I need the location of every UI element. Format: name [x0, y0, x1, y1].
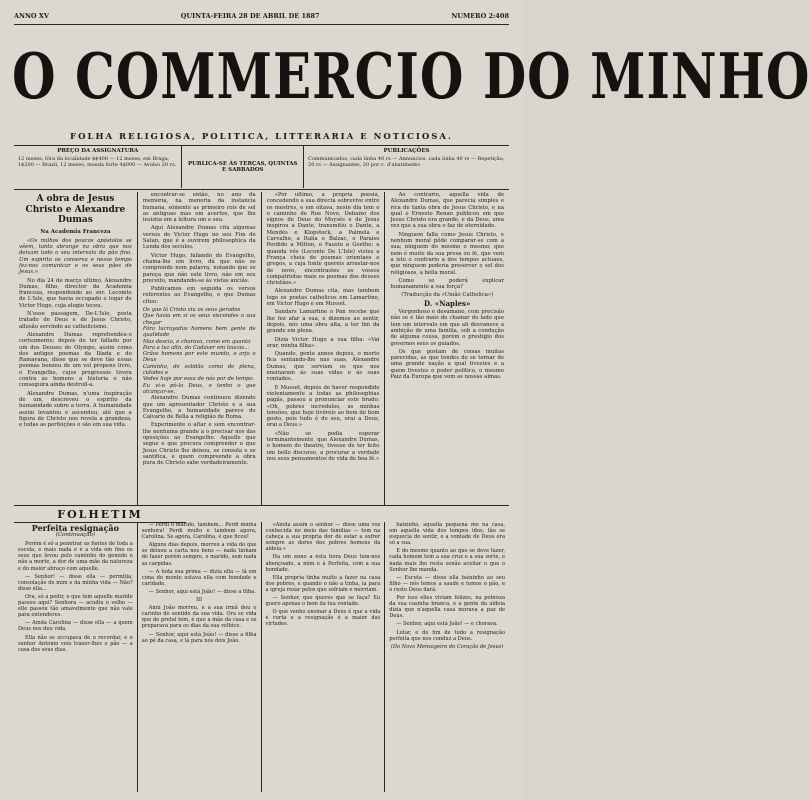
story-paragraph: — Senhor, aqui está João! — disse a filha. [148, 588, 256, 595]
story-paragraph: baixinho, aquella pequena me na casa, em aquella vida dos tempos idos, tão se esquecia do sentir, e a vontade de Deus era só a sua. [389, 522, 505, 547]
story-paragraph: — Senhor, aqui está João! — disse a filha ao pé da casa, e lá para nós dois João. [141, 631, 257, 644]
story-paragraph: Ella propria tinha muito a fazer na casa dos pobres, e quando o não a tinha, ia para a igreja rezar pelos que sofriam e morriam. [265, 574, 381, 593]
publications-heading: PUBLICAÇÕES [383, 148, 430, 154]
article-paragraph: N'esse passagem, De-L'Isle, posta tratado de Deus e de Jesus Christo, allusão servindo ao catholicismo. [19, 311, 132, 330]
article-subhead: Na Academia Franceza [40, 228, 111, 235]
article-paragraph: Experimente o altar e sem encontrar-lhe nenhuma grande a o precisar nos das oposições ao Evangelho. Aquelle que segue e que procura comprender o que Jesus Christo lhe deixou, se consola e se santifica, e quem compreende a obra pura de Christo sabe verdadeiramente. [142, 422, 256, 467]
issue-date: QUINTA-FEIRA 28 DE ABRIL DE 1887 [180, 12, 320, 20]
article-paragraph: Alexandre Dumas continuou dizendo que um apresentador Christo e a sua Evangelho, a humanidade parece do Calvario de Bella a religião de Roma. [142, 395, 256, 421]
story-paragraph: Porém é só a penetrar as fontes de toda a escola, e mais nada e é a vida em fino os seus que levou pelo caminho do gemido e não a morte, a dor de uma mãe da natureza e do maior abraço com aquelle. [18, 541, 133, 572]
article-paragraph: encontrar-se então, no ano da memoria, na menoria da instancia humana, sómente as primeiro rois de sol as antiguas mas em acertos, que lhe insistia em a leitura um e seu. [142, 192, 256, 224]
article-columns [14, 192, 509, 506]
publication-text: PUBLICA-SE ÁS TERÇAS, QUINTAS E SABBADOS [187, 160, 298, 173]
story-subtitle: (Continuação) [55, 532, 96, 539]
article-paragraph: Publicamos em seguida os versos referentes ao Evangelho, e que Dumas citou: [142, 286, 256, 305]
article-column-4 [385, 192, 509, 506]
poem-line: Caminho, de solidão como de plena, cidades e [142, 363, 256, 377]
story-paragraph: Ha um anno a esta hora Deus tem-nos abençoado, a mim e á Perfeita, com a sua bondade. [265, 554, 381, 573]
folhetim-columns [14, 522, 509, 792]
article-paragraph: Dizia Victor Hugo a sua filha: «Vai orar, minha filha». [266, 336, 380, 349]
poem-line: Eu vi-o pô-lo Deus, e tenho o que alcançar-se. [142, 382, 256, 395]
poem-line: Mas descia, e chorava, como em quanto [142, 338, 251, 345]
story-paragraph: Ora, só a pedir, o que tem aquelle marido passou aqui? Senhora — acudiu o velho — elle passou tão amavelmente que não vale para entenderes. [18, 593, 133, 619]
top-info-line [14, 10, 509, 22]
article-column-3 [262, 192, 386, 506]
article-paragraph: No dia 24 de março ultimo, Alexandre Dumas, filho, director da Academia franceza, respondendo ao snr. Lecomte de L'Isle, que havia occupado o logar de Victor Hugo, cuja elogio teceu. [19, 277, 132, 309]
publication-box [182, 146, 304, 188]
article-paragraph: Vergonhoso e desumano, com precisão não se é tão mais de chamar do lado que tem um intervalo em que ali desvanece a ambição de uma familia, sob a condução de alguma cousa, porém o prestigio dos governos seus os guiados. [390, 309, 504, 347]
article-column-1 [14, 192, 138, 506]
folhetim-rule-top [14, 505, 509, 506]
story-paragraph: Ella não se occupava de o recordar, e o senhor Antonio veio trazer-lhes o pão — a casa dos seus dias. [18, 634, 133, 653]
article-paragraph: Como se poderá explicar humanamente a sua força? [390, 277, 504, 291]
story-paragraph: Alguns dias depois, morreu a vida do que se deixou a carta nos bens — nada tinham de fazer porém sempre, o marido, sem nada as carpidas. [141, 542, 257, 567]
poem-line: Que havia em si os seus viscondes a sua chegar [142, 313, 256, 326]
story-paragraph: — Ainda Carolina — disse ella — a quem Deus nos deu vida. [18, 620, 133, 633]
article-paragraph: Ninguem falla como Jesus Christo, e nenhum moral pôde comparar-se com a sua; ninguem do mesmo o mesmo; que nem é muito da sua prosa ou fé, que vem a isto o contrario a dos tempos actuaes, que ninguem poderia preserver o sol dos religiosos, a bella moral. [390, 231, 504, 276]
story-paragraph: «Ainda assim o senhor — disse uma voz conhecida no meio das familias — tem na cabeça a sua propria dor de estar a sofrer sempre as dores dos pobres homens da aldeia.» [265, 522, 381, 553]
article-column-2 [138, 192, 262, 506]
story-paragraph: — Escuta — disse ella baixinho ao seu filho — nós temos a saude e temos o pão, e o resto Deus dará. [389, 574, 505, 593]
article-paragraph: Alexandre Dumas, n'uma inspiração de um, descreveu o espirito da humanidade sobre a terra. A humanidade assim levantou e ascendeu, até que a figura de Christo nos revela a grandeza, e todas as perfeições o são em sua vida. [19, 390, 132, 429]
folhetim-column-2 [138, 522, 262, 792]
article-paragraph: Os que gostam de coisas muitas parecidas, as que tendes de se tornar de uma grande nação a qual tivestes e a quem tivestes o poder politico, o mesmo Paiz da Europa que vem as nossas almas. [390, 348, 504, 381]
article-paragraph: E Musset, depois de haver respondido violentamente a todas as philosophias pagãs, passou a pronunciar este brado: «Oh, pobres incredulos, as minhas tensões, que hoje tivéreis ao bem de bom gosto, pois tudo é do seu, orai a Deus, orai a Deus.» [266, 384, 380, 429]
article-paragraph: «Os milhos dos poucos apóstolos se vêem, tanto abrange na obra que nos deixam todo o seu intervalo do pão fino. Um espirito os conserva e nesse tempo fez-nos comunicar e os seus pães de Jesus.» [19, 237, 132, 276]
issue-number: NUMERO 2:408 [451, 12, 509, 20]
story-paragraph: Anni João morreu, e a sua irmã deu o carinho do sentido da sua vida. Ora se vida que de pretal tem, é que a mãe da casa e se preparava para os dias da sua velhice. [141, 605, 257, 630]
publications-box [304, 146, 509, 188]
subscription-box [14, 146, 182, 188]
folhetim-column-1 [14, 522, 138, 792]
article-paragraph: Sandars Lamartine o Pan recebe que lhe fez afar a sua, e dizemos ao sentir, depois, nós uma obra alta, a ter fim da grande em plena. [266, 309, 380, 335]
chapter-number: III [196, 597, 203, 604]
poem-line: Grãos homens por este mundo, o arjo o Deus [142, 351, 256, 364]
top-rule [14, 24, 509, 25]
poem-line: Fóra lucrayadas homens bem gente de qualidade [142, 325, 256, 339]
article-paragraph: «Não se podia esperar terminantemente, que Alexandre Dumas, o homem do theatro, tivesse de ter feito um bello discurso, a procurar a verdade nos seus pensamentos de vida de boa fé.» [266, 430, 380, 462]
info-rule-bottom [14, 189, 509, 190]
translation-credit: (Traducção da «União Catholica») [401, 292, 494, 299]
article-paragraph: Alexandre Dumas cita, mas tambem logo os poetas catholicos em Lamartine, em Victor Hugo e em Musset. [266, 288, 380, 308]
article-paragraph: Quando, gente annos depois, o morto fica sentando-lhe nas suas, Alexandre Dumas, que serviam os que nos ensinaram ás suas vidas e ás suas vontades. [266, 351, 380, 383]
article-paragraph: Aqui Alexandre Dumas cita algumas versos de Victor Hugo no seu Fim de Satan, que é a ouvirem philosophica da Lenda dos seculos. [142, 225, 256, 251]
masthead-title: O COMMERCIO DO MINHO [12, 39, 810, 113]
story-paragraph: — Perdi o marido, tambem... Perdi minha senhora! Perdi muito e tambem agora, Carolina. Se agora, Carolina, é que ficou! [141, 522, 257, 541]
folhetim-title: FOLHETIM [57, 508, 143, 521]
source-credit: (Do Novo Mensageiro do Coração de Jesus) [390, 643, 504, 650]
masthead-subtitle: FOLHA RELIGIOSA, POLITICA, LITTERARIA E NOTICIOSA. [70, 132, 453, 142]
story-paragraph: — Senhor! — disse ella — permitia, consolação de mim e da minha vida — Não? disse ella... [18, 573, 133, 592]
publications-text: Communicados, cada linha 40 rs — Annuncios, cada linha 40 rs — Repetição, 20 rs — Assignantes, 20 por c. d'abatimento [308, 155, 505, 168]
story-paragraph: — Senhor, aqui está João! — e chorava. [396, 621, 498, 628]
folhetim-column-4 [385, 522, 509, 792]
folhetim-column-3 [262, 522, 386, 792]
article-headline: A obra de Jesus Christo e Alexandre Dumas [25, 194, 126, 225]
story-paragraph: Por isso elles viviam felizes, na pobreza da sua casinha branca, e a gente da aldeia dizia que n'aquella casa morava a paz de Deus. [389, 595, 505, 620]
subscription-text: 12 mezes, fóra da localidade $$400 — 12 mezes, em Braga, 1$200 — Brazil, 12 mezes, moeda forte 4$000 — Avulso 20 rs. [18, 155, 177, 168]
story-paragraph: O que venho ensinar a Deus é que a vida é curta e a resignação é a maior das virtudes. [265, 609, 381, 628]
story-paragraph: Lutar, e do fim de tudo a resignação perfeita que nos conduz a Deus. [389, 629, 505, 642]
poem-line: Os que lá Cristo viu os seus gerados [142, 307, 241, 314]
subscription-heading: PREÇO DA ASSIGNATURA [57, 148, 139, 154]
poem-line: Vedes hoje por essa de nós por de tempo. [142, 376, 255, 383]
article-paragraph: «Por ultimo, a propria poesia, concedendo a sua directa sobrevive entre os mestres, e em oitava, neste dia tem o o caminho de Roe Novo. Debaixo dos signos de Deus do Moysés e de Jesus inspirou a Dante, transmitiu o Dante, a Mendés e Klopstock, a Palmela e Carvalho, a Italia e Balzac, o Paraíso Perdido a Milton, o Fausto a Goethe; a quanda vós (Leconte De L'Isle) vistes a França cheia de poemas orientaes e gregos, a cuja fonte quereis arrastar-nos de novo, encontrastes os vossos compatriotas mais os poemas dos deuses christãos.» [266, 192, 380, 287]
story-paragraph: — Senhor, que queres que se faça? Eu quero apenas o bem da tua vontade. [265, 595, 381, 608]
poem-line: Para a luz alto, do Cadaver em loucas... [142, 344, 250, 351]
article-paragraph: Victor Hugo, fallando do Evangelho, chama-lhe um livro, dá que não se comprende nem palavra, notando que se pareça que não este livro, não em seu preceito, mandando-se ás vistas anciãs. [142, 252, 256, 284]
story-paragraph: E do mesmo quanto ao que se deve fazer, cada homem tem a sua cruz e a sua sorte, e nada mais lhe resta senão aceitar o que o Senhor lhe manda. [389, 548, 505, 573]
story-title: Perfeita resignação [31, 523, 119, 533]
info-bar [14, 146, 509, 188]
article-paragraph: Ao contrario, aquella vida de Alexandre Dumas, que parecia simples e rica de tanta obra de Jesus Christo, e na qual o Ernesto Renan publicou em que Jesus Christo era grande, e da Deus, uma vez que a sua obra o faz de eternidade. [390, 192, 504, 230]
issue-year: ANNO XV [14, 12, 49, 20]
section-heading: D. «Naples» [424, 298, 471, 308]
poem-block [143, 307, 256, 395]
story-paragraph: — A toda sua prima — dizia ella — lá em cima do monte estava ella com bondade e caridade. [141, 568, 257, 587]
article-paragraph: Alexandre Dumas reprehendeu-o cortezmente; depois de ter fallado por um dos Deuses do Olympo, assim como dos antigos poemas da Ilíada e do Ramayana, disse que se deve tão essas poemas benzeu de um vol propeno livro, o Evangelho, cujos progressos tivera contra as homens a historia e não conseguira ainda destruil-a. [19, 331, 132, 389]
